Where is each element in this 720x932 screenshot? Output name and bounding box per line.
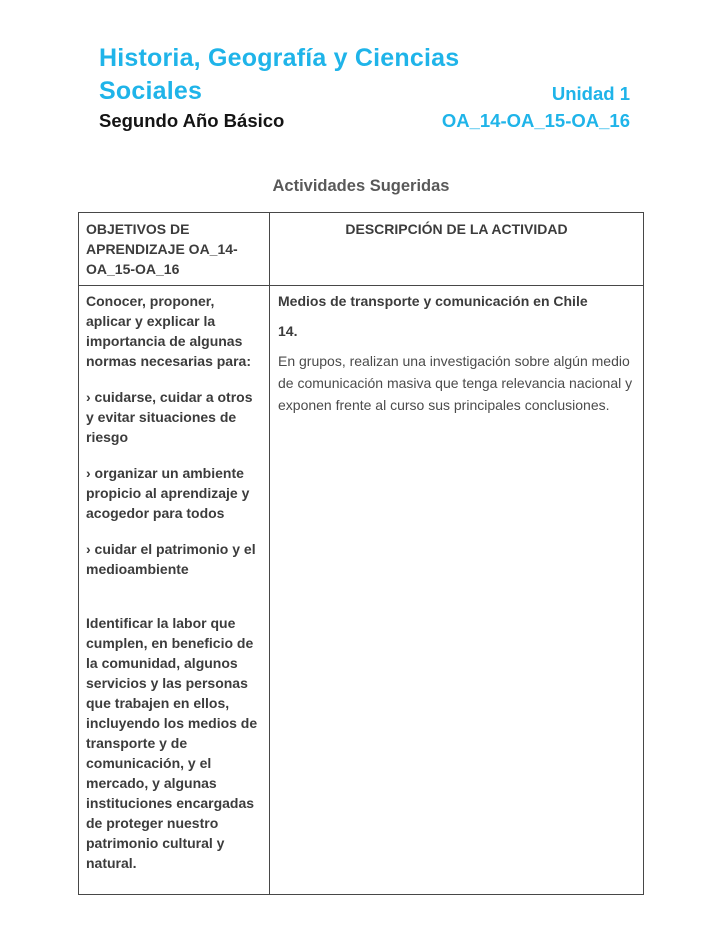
table-row <box>79 286 644 895</box>
objective-bullet: › cuidarse, cuidar a otros y evitar situaciones de riesgo <box>86 389 253 445</box>
header-subtitle-row <box>99 110 630 132</box>
description-column-header: DESCRIPCIÓN DE LA ACTIVIDAD <box>270 213 644 286</box>
objective-intro: Conocer, proponer, aplicar y explicar la importancia de algunas normas necesarias para: <box>86 293 251 369</box>
objective-second: Identificar la labor que cumplen, en beneficio de la comunidad, algunos servicios y las personas que trabajen en ellos, incluyendo los medios de transporte y de comunicación, y el mercado, y algunas instituciones encargadas de proteger nuestro patrimonio cultural y natural. <box>86 615 258 871</box>
oa-codes: OA_14-OA_15-OA_16 <box>441 110 630 131</box>
activity-topic: Medios de transporte y comunicación en Chile <box>278 293 588 309</box>
activity-description: En grupos, realizan una investigación sobre algún medio de comunicación masiva que tenga relevancia nacional y exponen frente al curso sus principales conclusiones. <box>278 353 633 413</box>
header-title-row <box>99 42 630 108</box>
section-heading: Actividades Sugeridas <box>272 177 450 195</box>
activity-number: 14. <box>278 323 298 339</box>
unit-label: Unidad 1 <box>551 83 630 104</box>
activities-table <box>78 212 644 895</box>
grade-label: Segundo Año Básico <box>99 110 285 131</box>
objectives-column-header: OBJETIVOS DE APRENDIZAJE OA_14-OA_15-OA_16 <box>79 213 270 286</box>
document-header <box>99 42 630 132</box>
objective-bullet: › cuidar el patrimonio y el medioambiente <box>86 541 256 577</box>
table-header-row <box>79 213 644 286</box>
objective-bullet: › organizar un ambiente propicio al aprendizaje y acogedor para todos <box>86 465 250 521</box>
objectives-cell <box>79 286 270 895</box>
description-cell <box>270 286 644 895</box>
course-title: Historia, Geografía y Ciencias Sociales <box>99 44 460 105</box>
